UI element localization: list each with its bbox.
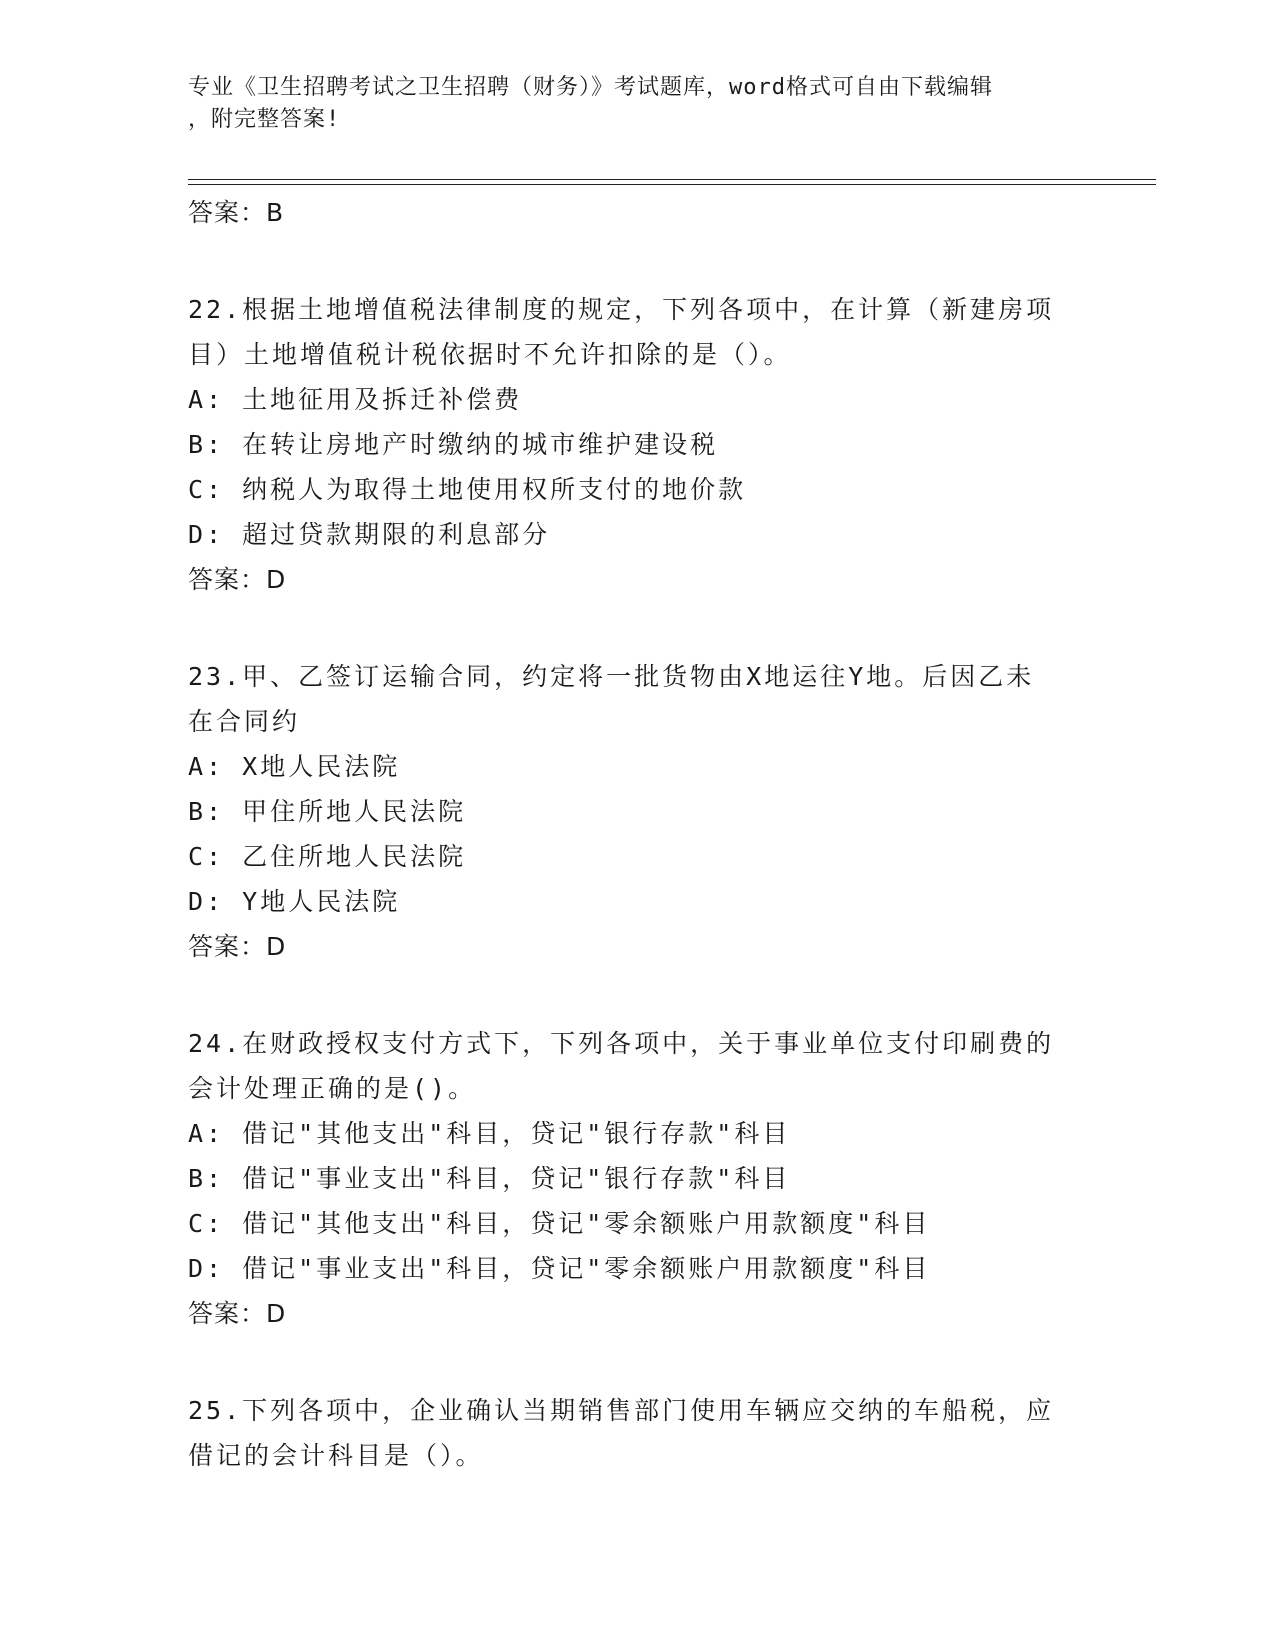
option-d: D: Y地人民法院: [188, 887, 401, 916]
document-header: [188, 72, 1088, 136]
option-c: C: 借记"其他支出"科目，贷记"零余额账户用款额度"科目: [188, 1209, 931, 1238]
question-stem-line1: 22.根据土地增值税法律制度的规定，下列各项中，在计算（新建房项: [188, 295, 1055, 324]
question-stem-line2: 在合同约: [188, 707, 301, 736]
option-b: B: 在转让房地产时缴纳的城市维护建设税: [188, 430, 719, 459]
option-c: C: 乙住所地人民法院: [188, 842, 467, 871]
option-b: B: 甲住所地人民法院: [188, 797, 467, 826]
question-23: [188, 654, 1088, 969]
question-25: [188, 1388, 1088, 1478]
header-divider-top: [188, 179, 1156, 180]
answer-line: 答案：D: [188, 932, 287, 961]
option-d: D: 借记"事业支出"科目，贷记"零余额账户用款额度"科目: [188, 1254, 931, 1283]
header-divider-bottom: [188, 184, 1156, 185]
option-d: D: 超过贷款期限的利息部分: [188, 520, 551, 549]
answer-line: 答案：B: [188, 198, 285, 227]
question-stem-line2: 目）土地增值税计税依据时不允许扣除的是（）。: [188, 340, 792, 369]
option-b: B: 借记"事业支出"科目，贷记"银行存款"科目: [188, 1164, 791, 1193]
document-body: [188, 190, 1088, 1478]
question-24: [188, 1021, 1088, 1336]
question-stem-line1: 23.甲、乙签订运输合同，约定将一批货物由X地运往Y地。后因乙未: [188, 662, 1035, 691]
option-a: A: 借记"其他支出"科目，贷记"银行存款"科目: [188, 1119, 791, 1148]
question-22: [188, 287, 1088, 602]
question-stem-line1: 24.在财政授权支付方式下，下列各项中，关于事业单位支付印刷费的: [188, 1029, 1055, 1058]
question-stem-line2: 借记的会计科目是（）。: [188, 1441, 484, 1470]
option-a: A: 土地征用及拆迁补偿费: [188, 385, 523, 414]
answer-line: 答案：D: [188, 1299, 287, 1328]
answer-line: 答案：D: [188, 565, 287, 594]
option-a: A: X地人民法院: [188, 752, 401, 781]
option-c: C: 纳税人为取得土地使用权所支付的地价款: [188, 475, 747, 504]
header-text-line1: 专业《卫生招聘考试之卫生招聘（财务）》考试题库，word格式可自由下载编辑: [188, 75, 993, 100]
question-stem-line1: 25.下列各项中，企业确认当期销售部门使用车辆应交纳的车船税，应: [188, 1396, 1055, 1425]
question-stem-line2: 会计处理正确的是()。: [188, 1074, 477, 1103]
header-text-line2: ，附完整答案!: [188, 107, 341, 132]
